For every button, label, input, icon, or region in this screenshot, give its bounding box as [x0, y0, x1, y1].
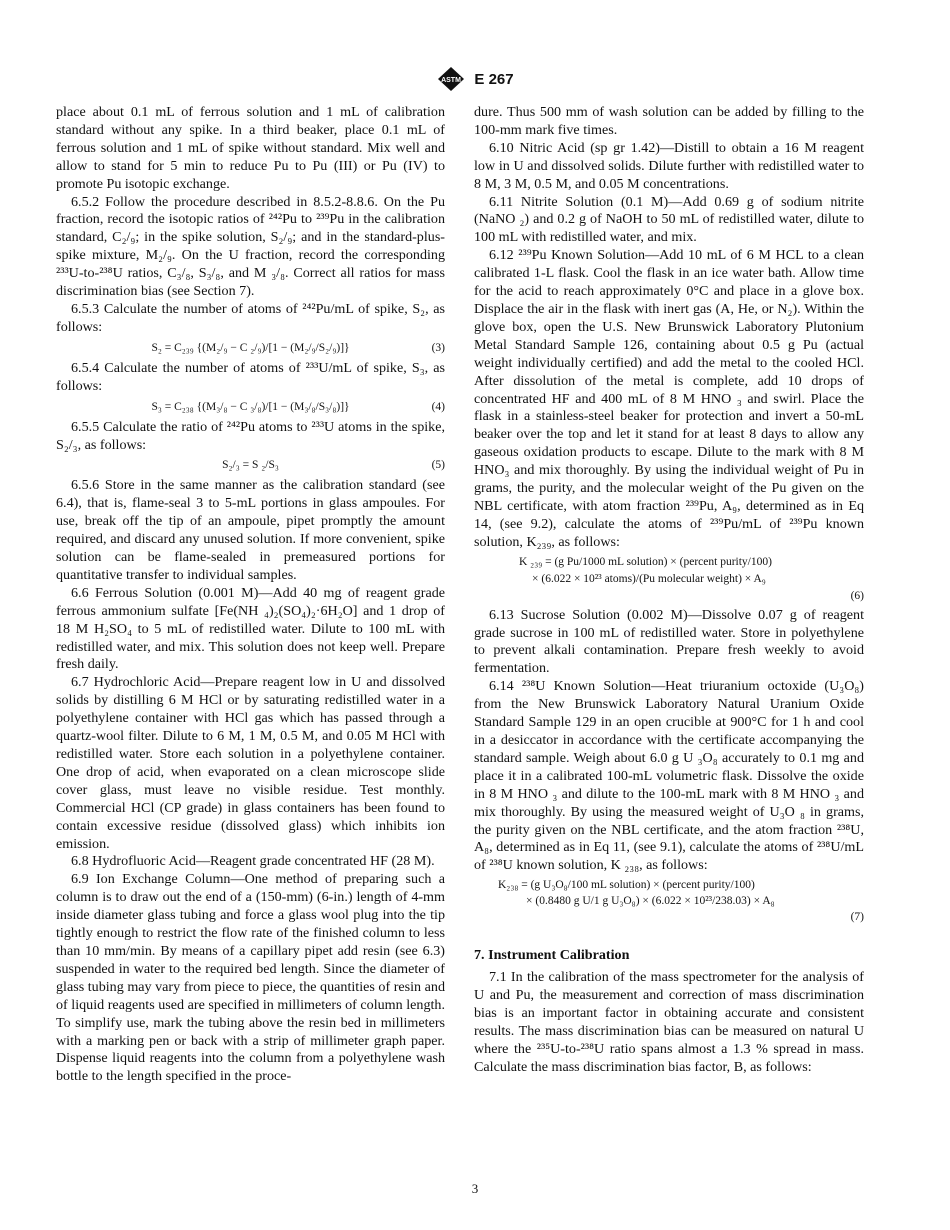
equation-7-number: (7)	[850, 911, 864, 924]
paragraph-6-5-2: 6.5.2 Follow the procedure described in 8.5.2-8.8.6. On the Pu fraction, record the isotopic ratios of ²⁴²Pu to ²³⁹Pu in the calibration standard, C₂/₉; in the spike solution, S₂/₉; and in the standard-plus-spike mixture, M₂/₉. On the U fraction, record the corresponding ²³³U-to-²³⁸U ratios, C₃/₈, S₃/₈, and M ₃/₈. Correct all ratios for mass discrimination bias (see Section 7).	[56, 193, 445, 300]
paragraph-6-6: 6.6 Ferrous Solution (0.001 M)—Add 40 mg of reagent grade ferrous ammonium sulfate [Fe(NH ₄)₂(SO₄)₂·6H₂O] and 1 drop of 18 M H₂SO₄ to 5 mL of redistilled water. Dilute to 100 mL with redistilled water, and mix. This solution does not keep well. Prepare fresh daily.	[56, 584, 445, 673]
equation-6-line-1: K ₂₃₉ = (g Pu/1000 mL solution) × (percent purity/100)	[519, 555, 772, 568]
paragraph-6-9: 6.9 Ion Exchange Column—One method of preparing such a column is to draw out the end of a (150-mm) (6-in.) length of 4-mm inside diameter glass tubing and force a glass wool plug into the tip tightly enough to restrict the flow rate of the finished column to less than 10 mm/min. By means of a capillary pipet add resin (see 6.3) suspended in water to the required bed length. Since the diameter of glass tubing may vary from piece to piece, the quantities of resin and of liquid reagents used are specified in millimeters of column length. To simplify use, mark the tubing above the resin bed in millimeters with a marking pen or back with a strip of millimeter graph paper. Dispense liquid reagents into the column from a polyethylene wash bottle to the length specified in the proce-	[56, 871, 445, 1085]
equation-6-number: (6)	[850, 589, 864, 602]
paragraph-6-12: 6.12 ²³⁹Pu Known Solution—Add 10 mL of 6 M HCL to a clean calibrated 1-L flask. Cool the flask in an ice water bath. Allow time for the acid to reach approximately 0°C and place in a glove box. Displace the air in the flask with inert gas (A, He, or N₂). Within the glove box, open the U.S. New Brunswick Laboratory Plutonium Metal Standard Sample 126, containing about 0.5 g Pu (actual weight individually certified) and add the metal to the cooled HCl. After dissolution of the metal is complete, add 10 drops of concentrated HF and 400 mL of 8 M HNO ₃ and swirl. Place the flask in a stainless-steel beaker for protection and invert a 50-mL beaker over the top and let it stand for at least 8 days to allow any gaseous oxidation products to escape. Dilute to the mark with 8 M HNO₃ and mix thoroughly. By using the individual weight of Pu in grams, the purity, and the molecular weight of the Pu given on the NBL certificate, with atom fraction ²³⁹Pu, A₉, determined as in Eq 14, (see 9.2), calculate the atoms of ²³⁹Pu/mL of ²³⁹Pu known solution, K₂₃₉, as follows:	[474, 247, 864, 550]
paragraph-6-7: 6.7 Hydrochloric Acid—Prepare reagent low in U and dissolved solids by distilling 6 M HCl or by saturating redistilled water in a polyethylene container with HCl gas which has passed through a quartz-wool filter. Dilute to 6 M, 1 M, 0.5 M, and 0.05 M HCl with redistilled water. Store each solution in a polyethylene container. One drop of acid, when evaporated on a clean microscope slide cover glass, must leave no visible residue. Test monthly. Commercial HCl (CP grade) in glass containers has been found to contain excessive residue (dissolved glass) which inhibits ion emission.	[56, 674, 445, 852]
equation-7-line-2: × (0.8480 g U/1 g U₃O₈) × (6.022 × 10²³/238.03) × A₈	[526, 895, 775, 908]
paragraph-6-13: 6.13 Sucrose Solution (0.002 M)—Dissolve 0.07 g of reagent grade sucrose in 100 mL of redistilled water. Store in polyethylene to prevent alkali contamination. Prepare fresh weekly to avoid fermentation.	[474, 606, 864, 677]
equation-6-line-2: × (6.022 × 10²³ atoms)/(Pu molecular weight) × A₉	[532, 572, 766, 585]
paragraph-continued: place about 0.1 mL of ferrous solution and 1 mL of calibration standard without any spike. In a third beaker, place 0.1 mL of ferrous solution and 1 mL of spike without standard. Mix well and allow to stand for 5 min to reduce Pu to Pu (III) or Pu (IV) to promote Pu isotopic exchange.	[56, 104, 445, 192]
paragraph-6-14: 6.14 ²³⁸U Known Solution—Heat triuranium octoxide (U₃O₈) from the New Brunswick Laboratory Natural Uranium Oxide Standard Sample 129 in an open crucible at 900°C for 1 h and cool in a desiccator in accordance with the certificate accompanying the standard sample. Weigh about 6.0 g U ₃O₈ accurately to 0.1 mg and place it in a calibrated 100-mL volumetric flask. Dissolve the oxide in 8 M HNO ₃ and dilute to the 100-mL mark with 8 M HNO ₃ and mix thoroughly. By using the measured weight of U₃O ₈ in grams, the purity given on the NBL certificate, and the atom fraction ²³⁸U, A₈, determined as in Eq 11, (see 9.1), calculate the atoms of ²³⁸U/mL of ²³⁸U known solution, K ₂₃₈, as follows:	[474, 678, 864, 874]
equation-3-body: S₂ = C₂₃₉ {(M₂/₉ − C ₂/₉)/[1 − (M₂/₉/S₂/₉)]}	[151, 341, 350, 354]
equation-4	[56, 399, 445, 416]
left-column	[56, 104, 445, 1086]
equation-7-line-1: K₂₃₈ = (g U₃O₈/100 mL solution) × (percent purity/100)	[498, 879, 755, 892]
paragraph-6-10: 6.10 Nitric Acid (sp gr 1.42)—Distill to obtain a 16 M reagent low in U and dissolved solids. Dilute further with redistilled water to 8 M, 3 M, 0.5 M, and 0.05 M concentrations.	[474, 139, 864, 192]
equation-3-number: (3)	[431, 341, 445, 354]
equation-4-number: (4)	[431, 400, 445, 413]
page-number: 3	[471, 1181, 479, 1196]
equation-5-body: S₂/₃ = S ₂/S₃	[222, 459, 279, 472]
section-7-heading: 7. Instrument Calibration	[474, 947, 630, 964]
paragraph-6-5-6: 6.5.6 Store in the same manner as the calibration standard (see 6.4), that is, flame-seal 3 to 5-mL portions in glass ampoules. For use, break off the tip of an ampoule, pipet promptly the amount required, and discard any unused solution. If more convenient, spike solution can be flame-sealed in premeasured portions for quantitative transfer to individual samples.	[56, 477, 445, 583]
paragraph-7-1: 7.1 In the calibration of the mass spectrometer for the analysis of U and Pu, the measurement and correction of mass discrimination bias is an important factor in obtaining accurate and consistent results. The mass discrimination bias can be measured on natural U where the ²³⁵U-to-²³⁸U ratio spans almost a 1.3 % spread in mass. Calculate the mass discrimination bias factor, B, as follows:	[474, 969, 864, 1075]
equation-7	[474, 877, 864, 925]
paragraph-6-11: 6.11 Nitrite Solution (0.1 M)—Add 0.69 g of sodium nitrite (NaNO ₂) and 0.2 g of NaOH to 50 mL of redistilled water, dilute to 100 mL with redistilled water, and mix.	[474, 193, 864, 246]
equation-6	[474, 554, 864, 605]
paragraph-6-5-4: 6.5.4 Calculate the number of atoms of ²³³U/mL of spike, S₃, as follows:	[56, 359, 445, 394]
equation-3	[56, 340, 445, 357]
right-column	[474, 104, 864, 1077]
paragraph-6-8: 6.8 Hydrofluoric Acid—Reagent grade concentrated HF (28 M).	[71, 853, 435, 870]
paragraph-continued-right: dure. Thus 500 mm of wash solution can be added by filling to the 100-mm mark five times.	[474, 104, 864, 138]
paragraph-6-5-5: 6.5.5 Calculate the ratio of ²⁴²Pu atoms to ²³³U atoms in the spike, S₂/₃, as follows:	[56, 418, 445, 453]
page-header	[0, 66, 950, 94]
equation-5-number: (5)	[431, 459, 445, 472]
astm-logo	[436, 66, 466, 92]
equation-5	[56, 457, 445, 474]
standard-designation: E 267	[474, 70, 514, 88]
paragraph-6-5-3: 6.5.3 Calculate the number of atoms of ²⁴²Pu/mL of spike, S₂, as follows:	[56, 300, 445, 335]
equation-4-body: S₃ = C₂₃₈ {(M₃/₈ − C ₃/₈)/[1 − (M₃/₈/S₃/₈)]}	[151, 400, 350, 413]
svg-text:ASTM: ASTM	[441, 77, 462, 84]
